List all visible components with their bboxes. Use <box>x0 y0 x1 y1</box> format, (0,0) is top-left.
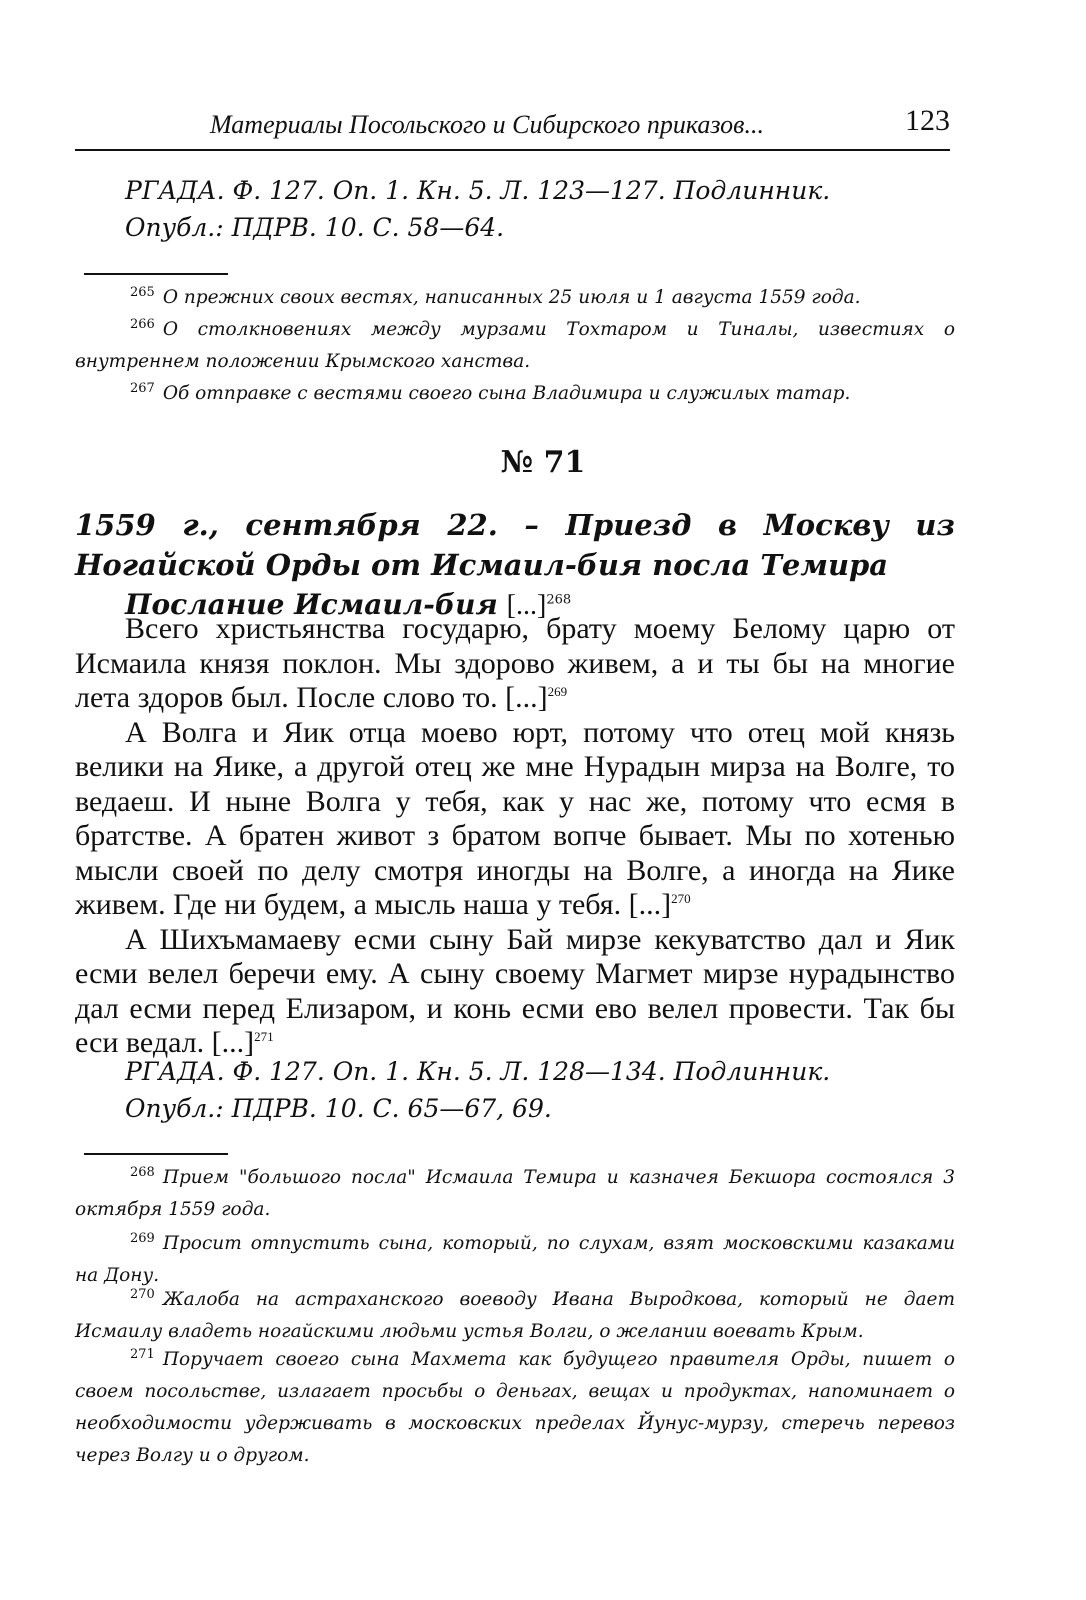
source-archive-1: РГАДА. Ф. 127. Оп. 1. Кн. 5. Л. 123—127. Подлинник. <box>125 176 831 205</box>
section-heading-ellipsis: [...] <box>506 590 547 621</box>
footnote-text: Просит отпустить сына, который, по слухам, взят московскими казаками на Дону. <box>75 1233 955 1286</box>
paragraph-text: А Волга и Яик отца моево юрт, потому что отец мой князь велики на Яике, а другой отец же мне Нурадын мирза на Волге, то ведаеш. И ныне Волга у тебя, как у нас же, потому что есмя в братстве. А братен живот з братом вопче бывает. Мы по хотенью мысли своей по делу смотря иногды на Волге, а иногда на Яике живем. Где ни будем, а мысль наша у тебя. [...] <box>75 715 955 921</box>
running-header <box>75 104 950 144</box>
running-header-title: Материалы Посольского и Сибирского приказов... <box>210 110 764 139</box>
paragraph-text: А Шихъмамаеву есми сыну Бай мирзе кекуватство дал и Яик есми велел беречи ему. А сыну своему Магмет мирзе нурадынство дал есми перед Елизаром, и конь есми ево велел провести. Так бы еси ведал. [...] <box>75 922 955 1059</box>
footnote-rule-top <box>84 273 228 275</box>
footnote-number: 267 <box>130 380 155 396</box>
footnote-number: 271 <box>130 1346 155 1362</box>
letter-paragraph <box>75 612 955 716</box>
footnote-text: Прием "большого посла" Исмаила Темира и казначея Бекшора состоялся 3 октября 1559 года. <box>75 1167 955 1220</box>
footnote-265 <box>130 282 960 314</box>
section-heading-text: Послание Исмаил-бия <box>125 588 498 621</box>
source-archive-2: РГАДА. Ф. 127. Оп. 1. Кн. 5. Л. 128—134. Подлинник. <box>125 1057 831 1086</box>
footnote-267 <box>130 378 960 410</box>
source-published-1: Опубл.: ПДРВ. 10. С. 58—64. <box>125 213 505 242</box>
letter-body <box>75 612 955 1061</box>
footnote-number: 265 <box>130 284 155 300</box>
letter-paragraph <box>75 923 955 1061</box>
footnote-number: 270 <box>130 1286 155 1302</box>
header-rule <box>75 149 950 151</box>
footnote-text: О столкновениях между мурзами Тохтаром и Тиналы, известиях о внутреннем положении Крымского ханства. <box>75 319 955 372</box>
footnote-text: Жалоба на астраханского воеводу Ивана Выродкова, который не дает Исмаилу владеть ногайскими людьми устья Волги, о желании воевать Крым. <box>75 1289 955 1342</box>
footnote-ref: 269 <box>547 684 568 699</box>
page-number: 123 <box>905 104 950 137</box>
footnote-269 <box>75 1228 955 1292</box>
footnote-text: Об отправке с вестями своего сына Владимира и служилых татар. <box>162 383 851 404</box>
footnote-ref: 270 <box>671 891 691 906</box>
footnote-270 <box>75 1284 955 1348</box>
source-published-2: Опубл.: ПДРВ. 10. С. 65—67, 69. <box>125 1094 552 1123</box>
document-number: № 71 <box>500 445 586 480</box>
paragraph-text: Всего христьянства государю, брату моему Белому царю от Исмаила князя поклон. Мы здорово живем, а и ты бы на многие лета здоров был. После слово то. [...] <box>75 612 955 714</box>
footnote-number: 268 <box>130 1164 155 1180</box>
footnote-text: О прежних своих вестях, написанных 25 июля и 1 августа 1559 года. <box>162 287 861 308</box>
footnote-number: 266 <box>130 316 155 332</box>
footnote-text: Поручает своего сына Махмета как будущего правителя Орды, пишет о своем посольстве, излагает просьбы о деньгах, вещах и продуктах, напоминает о необходимости удерживать в московских пределах Йунус-мурзу, стеречь перевоз через Волгу и о другом. <box>75 1349 955 1466</box>
footnote-ref: 271 <box>254 1029 274 1044</box>
footnote-268 <box>75 1162 955 1226</box>
footnote-rule-bottom <box>84 1153 228 1155</box>
letter-paragraph <box>75 716 955 923</box>
footnote-266 <box>75 314 955 378</box>
footnote-ref: 268 <box>546 592 572 608</box>
footnote-number: 269 <box>130 1230 155 1246</box>
footnote-271 <box>75 1344 955 1472</box>
document-title: 1559 г., сентября 22. – Приезд в Москву из Ногайской Орды от Исмаил-бия посла Темира <box>75 508 955 582</box>
